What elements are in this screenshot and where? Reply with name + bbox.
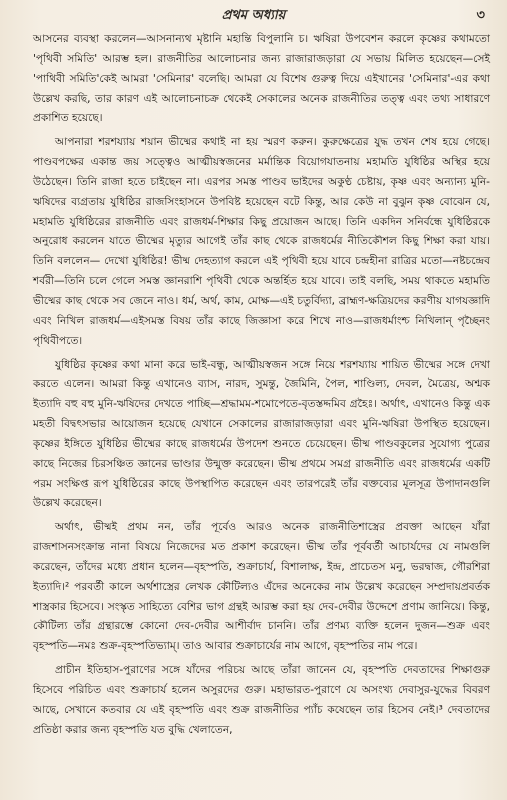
paragraph-2: আপনারা শরশয্যায় শয়ান ভীষ্মের কথাই না হয় স্মরণ করুন। কুরুক্ষেত্রের যুদ্ধ তখন শেষ হয়ে গেছে। পাণ্ডবপক্ষের একান্ত জয় সত্ত্বেও আত্মীয়স্বজনের মর্মান্তিক বিয়োগযাতনায় মহামতি যুধিষ্ঠির অস্থির হয়ে উঠেছেন। তিনি রাজা হতে চাইছেন না। এরপর সমস্ত পাণ্ডব ভাইদের অকুণ্ঠ চেষ্টায়, কৃষ্ণ এবং অন্যান্য মুনি-ঋষিদের ব্যগ্রতায় যুধিষ্ঠির রাজসিংহাসনে উপবিষ্ট হয়েছেন বটে কিন্তু, আর কেউ না বুঝুন কৃষ্ণ বোঝেন যে, মহামতি যুধিষ্ঠিরের রাজনীতি এবং রাজধর্ম-শিক্ষার কিছু প্রয়োজন আছে। তিনি একদিন সনির্বন্ধে যুধিষ্ঠিরকে অনুরোধ করলেন যাতে ভীষ্মের মৃত্যুর আগেই তাঁর কাছ থেকে রাজধর্মের নীতিকৌশল কিছু শিক্ষা করা যায়। তিনি বললেন— দেখো যুধিষ্ঠির! ভীষ্ম দেহত্যাগ করলে এই পৃথিবী হয়ে যাবে চন্দ্রহীনা রাত্রির মতো—নষ্টচন্দ্রেব শর্বরী—তিনি চলে গেলে সমস্ত জ্ঞানরাশি পৃথিবী থেকে অন্তর্হিত হয়ে যাবে। তাই বলছি, সময় থাকতে মহামতি ভীষ্মের কাছ থেকে সব জেনে নাও। ধর্ম, অর্থ, কাম, মোক্ষ—এই চতুর্বিদ্যা, ব্রাহ্মণ-ক্ষত্রিয়দের করণীয় যাগযজ্ঞাদি এবং নিখিল রাজধর্ম—এইসমস্ত বিষয় তাঁর কাছে জিজ্ঞাসা করে শিখে নাও—রাজধর্মাংশ্চ নিখিলান্ পৃচ্ছৈনং পৃথিবীপতে।	[33, 136, 490, 347]
chapter-title: প্রথম অধ্যায়	[221, 8, 286, 23]
paragraph-1: আসনের ব্যবস্থা করলেন—আসনান্যথ মৃষ্টানি মহান্তি বিপুলানি চ। ঋষিরা উপবেশন করলে কৃষ্ণের কথামতো 'পৃথিবী সমিতি' আরম্ভ হল। রাজনীতির আলোচনার জন্য রাজারাজড়ারা যে সভায় মিলিত হয়েছেন—সেই 'পাথিবী সমিতি'কেই আমরা 'সেমিনার' বলেছি। আমরা যে বিশেষ গুরুত্ব দিয়ে এইখানের 'সেমিনার'-এর কথা উল্লেখ করছি, তার কারণ এই আলোচনাচক্র থেকেই সেকালের অনেক রাজনীতির তত্ত্ব এবং তথ্য সাধারণে প্রকাশিত হয়েছে।	[33, 33, 490, 125]
body-text	[33, 30, 490, 794]
page-number: ৩	[476, 8, 485, 23]
paragraph-3: যুধিষ্ঠির কৃষ্ণের কথা মানা করে ভাই-বন্ধু, আত্মীয়স্বজন সঙ্গে নিয়ে শরশয্যায় শায়িত ভীষ্মের সঙ্গে দেখা করতে এলেন। আমরা কিন্তু এখানেও ব্যাস, নারদ, সুমন্তু, জৈমিনি, পৈল, শাণ্ডিল্য, দেবল, মৈত্রেয়, অশ্মক ইত্যাদি বহু বহু মুনি-ঋষিদের দেখতে পাচ্ছি—শ্রদ্ধামম-শমোপেতে-বৃতস্তদ্দমিব গ্রহৈঃ। অর্থাৎ, এখানেও কিন্তু এক মহতী বিদ্বৎসভার আয়োজন হয়েছে যেখানে সেকালের রাজারাজড়ারা এবং মুনি-ঋষিরা উপস্থিত হয়েছেন। কৃষ্ণের ইঙ্গিতে যুধিষ্ঠির ভীষ্মের কাছে রাজধর্মের উপদেশ শুনতে চেয়েছেন। ভীষ্ম পাণ্ডবকুলের সুযোগ্য পুত্রের কাছে নিজের চিরসঞ্চিত জ্ঞানের ভাণ্ডার উন্মুক্ত করেছেন। ভীষ্ম প্রথমে সমগ্র রাজনীতি এবং রাজধর্মের একটি পরম সংক্ষিপ্ত রূপ যুধিষ্ঠিরের কাছে উপস্থাপিত করেছেন এবং তারপরেই তাঁর বক্তব্যের মূলসূত্র উপাদানগুলি উল্লেখ করেছেন।	[33, 358, 490, 510]
paragraph-4: অর্থাৎ, ভীষ্মই প্রথম নন, তাঁর পূর্বেও আরও অনেক রাজনীতিশাস্ত্রের প্রবক্তা আছেন যাঁরা রাজশাসনসংক্রান্ত নানা বিষয়ে নিজেদের মত প্রকাশ করেছেন। ভীষ্ম তাঁর পূর্ববর্তী আচার্যদের যে নামগুলি করেছেন, তাঁদের মধ্যে প্রধান হলেন—বৃহস্পতি, শুক্রাচার্য, বিশালাক্ষ, ইন্দ্র, প্রাচেতস মনু, ভরদ্বাজ, গৌরশিরা ইত্যাদি।² পরবর্তী কালে অর্থশাস্ত্রের লেখক কৌটিল্যও এঁদের অনেকের নাম উল্লেখ করেছেন সম্প্রদায়প্রবর্তক শাস্ত্রকার হিসেবে। সংস্কৃত সাহিত্যে বেশির ভাগ গ্রন্থই আরম্ভ করা হয় দেব-দেবীর উদ্দেশে প্রণাম জানিয়ে। কিন্তু, কৌটিল্য তাঁর গ্রন্থারম্ভে কোনো দেব-দেবীর আশীর্বাদ চাননি। তাঁর প্রণম্য ব্যক্তি হলেন দুজন—শুক্র এবং বৃহস্পতি—নমঃ শুক্র-বৃহস্পতিভ্যাম্। তাও আবার শুক্রাচার্যের নাম আগে, বৃহস্পতির নাম পরে।	[33, 521, 490, 653]
paragraph-5: প্রাচীন ইতিহাস-পুরাণের সঙ্গে যাঁদের পরিচয় আছে তাঁরা জানেন যে, বৃহস্পতি দেবতাদের শিক্ষাগুরু হিসেবে পরিচিত এবং শুক্রাচার্য হলেন অসুরদের গুরু। মহাভারত-পুরাণে যে অসংখ্য দেবাসুর-যুদ্ধের বিবরণ আছে, সেখানে কতবার যে এই বৃহস্পতি এবং শুক্র রাজনীতির প্যাঁচ কষেছেন তার হিসেব নেই।³ দেবতাদের প্রতিষ্ঠা করার জন্য বৃহস্পতি যত বুদ্ধি খেলাতেন,	[33, 664, 490, 736]
page-header	[0, 4, 507, 26]
